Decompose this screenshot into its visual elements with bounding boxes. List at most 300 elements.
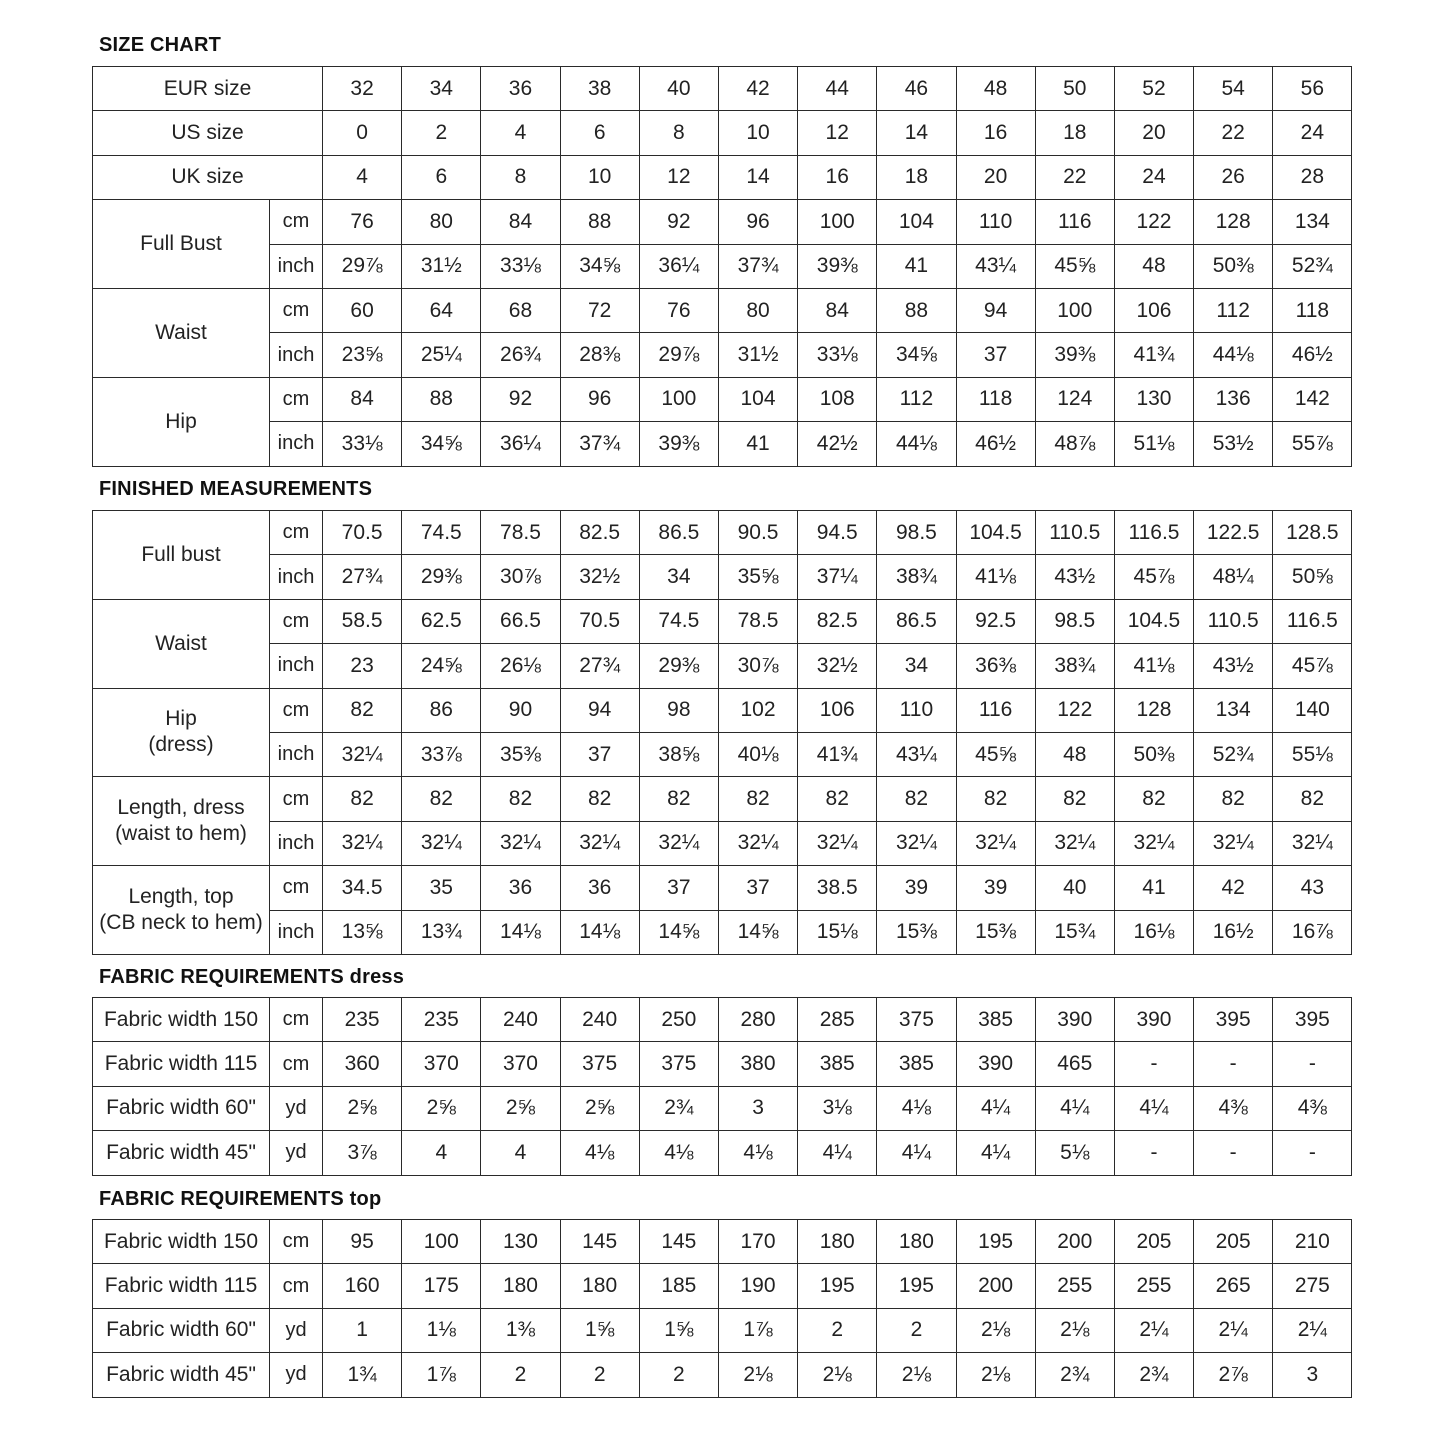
value-cell: 16 [956,111,1035,155]
value-cell: 44⅛ [1194,333,1273,377]
unit-cell: cm [270,998,323,1042]
value-cell: 48 [956,67,1035,111]
value-cell: 200 [956,1264,1035,1308]
value-cell: 42 [718,67,797,111]
value-cell: 37 [956,333,1035,377]
value-cell: 29⅞ [323,244,402,288]
unit-cell: cm [270,777,323,821]
row-label: Fabric width 60" [93,1086,270,1130]
value-cell: 145 [560,1220,639,1264]
value-cell: 41¾ [798,732,877,776]
value-cell: 92 [639,200,718,244]
value-cell: 4⅛ [560,1131,639,1175]
value-cell: 112 [1194,288,1273,332]
value-cell: 2⅛ [956,1353,1035,1397]
value-cell: 1⅜ [481,1308,560,1352]
value-cell: - [1273,1131,1352,1175]
value-cell: 94.5 [798,511,877,555]
value-cell: 38.5 [798,866,877,910]
value-cell: 240 [481,998,560,1042]
value-cell: 43½ [1035,555,1114,599]
value-cell: 15¾ [1035,910,1114,954]
row-label-line: (CB neck to hem) [99,911,263,935]
value-cell: 360 [323,1042,402,1086]
fabric-dress-title: FABRIC REQUIREMENTS dress [99,966,405,988]
value-cell: 205 [1114,1220,1193,1264]
value-cell: 45⅞ [1273,644,1352,688]
row-label [93,777,270,866]
unit-cell: cm [270,1220,323,1264]
value-cell: 24⅝ [402,644,481,688]
value-cell: 33⅛ [323,422,402,466]
value-cell: 2 [560,1353,639,1397]
value-cell: 39⅜ [798,244,877,288]
value-cell: 52 [1114,67,1193,111]
row-label-line: Length, top [128,885,234,909]
value-cell: 39 [877,866,956,910]
value-cell: 385 [877,1042,956,1086]
value-cell: 68 [481,288,560,332]
value-cell: 140 [1273,688,1352,732]
fabric-row [93,1131,1352,1175]
measurement-row [93,511,1352,555]
value-cell: 32½ [560,555,639,599]
value-cell: 32¼ [718,821,797,865]
value-cell: 6 [560,111,639,155]
unit-cell: cm [270,377,323,421]
value-cell: 23⅝ [323,333,402,377]
value-cell: 134 [1194,688,1273,732]
fabric-row [93,1308,1352,1352]
value-cell: 395 [1194,998,1273,1042]
value-cell: 37¼ [798,555,877,599]
value-cell: 82 [560,777,639,821]
value-cell: 390 [1035,998,1114,1042]
value-cell: 180 [877,1220,956,1264]
unit-cell: cm [270,511,323,555]
value-cell: 4⅜ [1194,1086,1273,1130]
value-cell: 34 [639,555,718,599]
value-cell: 34⅝ [402,422,481,466]
value-cell: 240 [560,998,639,1042]
value-cell: 36⅜ [956,644,1035,688]
fabric-top-title: FABRIC REQUIREMENTS top [99,1188,382,1210]
value-cell: 1⅛ [402,1308,481,1352]
value-cell: 2¼ [1273,1308,1352,1352]
size-row [93,155,1352,199]
value-cell: 20 [1114,111,1193,155]
value-cell: 37 [560,732,639,776]
row-label-line: Hip [165,707,197,731]
value-cell: 92 [481,377,560,421]
value-cell: 385 [956,998,1035,1042]
row-label-line: Waist [155,631,207,655]
value-cell: 41⅛ [1114,644,1193,688]
value-cell: 24 [1114,155,1193,199]
measurement-row [93,333,1352,377]
value-cell: 84 [481,200,560,244]
value-cell: 66.5 [481,599,560,643]
value-cell: 116 [956,688,1035,732]
row-label-line: (waist to hem) [115,822,247,846]
value-cell: 44 [798,67,877,111]
value-cell: 134 [1273,200,1352,244]
value-cell: 10 [718,111,797,155]
value-cell: 32¼ [1114,821,1193,865]
value-cell: 112 [877,377,956,421]
value-cell: 6 [402,155,481,199]
value-cell: 44⅛ [877,422,956,466]
value-cell: 100 [798,200,877,244]
value-cell: 22 [1194,111,1273,155]
measurement-row [93,377,1352,421]
value-cell: 3⅞ [323,1131,402,1175]
value-cell: 142 [1273,377,1352,421]
value-cell: 48 [1114,244,1193,288]
value-cell: 32¼ [877,821,956,865]
value-cell: 22 [1035,155,1114,199]
value-cell: 170 [718,1220,797,1264]
measurement-row [93,910,1352,954]
value-cell: 48⅞ [1035,422,1114,466]
value-cell: 39⅜ [1035,333,1114,377]
value-cell: 34 [877,644,956,688]
value-cell: 45⅝ [956,732,1035,776]
value-cell: 122 [1114,200,1193,244]
value-cell: 4¼ [956,1131,1035,1175]
row-label-line: Waist [155,320,207,344]
value-cell: 4¼ [1035,1086,1114,1130]
value-cell: 235 [323,998,402,1042]
value-cell: 33⅞ [402,732,481,776]
value-cell: 52¾ [1273,244,1352,288]
unit-cell: inch [270,821,323,865]
value-cell: 13¾ [402,910,481,954]
size-row [93,111,1352,155]
value-cell: 265 [1194,1264,1273,1308]
value-cell: 88 [560,200,639,244]
value-cell: 15⅜ [877,910,956,954]
value-cell: 40 [639,67,718,111]
value-cell: 94 [560,688,639,732]
unit-cell: cm [270,1042,323,1086]
value-cell: 210 [1273,1220,1352,1264]
value-cell: 2⅛ [718,1353,797,1397]
value-cell: 32¼ [639,821,718,865]
value-cell: 14⅛ [560,910,639,954]
value-cell: 370 [481,1042,560,1086]
unit-cell: cm [270,688,323,732]
measurement-row [93,866,1352,910]
value-cell: 16 [798,155,877,199]
value-cell: 130 [1114,377,1193,421]
value-cell: 52¾ [1194,732,1273,776]
value-cell: 50 [1035,67,1114,111]
value-cell: 2¼ [1114,1308,1193,1352]
value-cell: 88 [877,288,956,332]
value-cell: 20 [956,155,1035,199]
value-cell: 2¾ [1114,1353,1193,1397]
value-cell: 12 [798,111,877,155]
value-cell: 27¾ [323,555,402,599]
value-cell: 35⅜ [481,732,560,776]
value-cell: 2⅝ [560,1086,639,1130]
value-cell: 1⅞ [402,1353,481,1397]
value-cell: 41 [718,422,797,466]
measurement-row [93,644,1352,688]
value-cell: 82 [1114,777,1193,821]
value-cell: 38⅝ [639,732,718,776]
unit-cell: inch [270,244,323,288]
value-cell: 2⅝ [481,1086,560,1130]
value-cell: 2¼ [1194,1308,1273,1352]
value-cell: - [1114,1042,1193,1086]
value-cell: 14 [718,155,797,199]
value-cell: 195 [798,1264,877,1308]
value-cell: 55⅞ [1273,422,1352,466]
value-cell: 4¼ [956,1086,1035,1130]
value-cell: 2¾ [1035,1353,1114,1397]
value-cell: 46 [877,67,956,111]
value-cell: 136 [1194,377,1273,421]
value-cell: 58.5 [323,599,402,643]
value-cell: 33⅛ [798,333,877,377]
value-cell: 130 [481,1220,560,1264]
value-cell: 32¼ [798,821,877,865]
value-cell: 78.5 [481,511,560,555]
value-cell: 0 [323,111,402,155]
value-cell: 36¼ [639,244,718,288]
value-cell: 4 [481,1131,560,1175]
value-cell: 37 [639,866,718,910]
value-cell: 42½ [798,422,877,466]
value-cell: 74.5 [639,599,718,643]
value-cell: 104 [718,377,797,421]
value-cell: 51⅛ [1114,422,1193,466]
value-cell: 80 [402,200,481,244]
value-cell: 4¼ [798,1131,877,1175]
value-cell: 2 [481,1353,560,1397]
value-cell: 13⅝ [323,910,402,954]
value-cell: 2⅞ [1194,1353,1273,1397]
value-cell: 82 [402,777,481,821]
value-cell: 104.5 [956,511,1035,555]
value-cell: 1⅞ [718,1308,797,1352]
value-cell: 98.5 [1035,599,1114,643]
value-cell: 70.5 [560,599,639,643]
value-cell: 14⅝ [639,910,718,954]
value-cell: 1 [323,1308,402,1352]
measurement-row [93,288,1352,332]
measurement-row [93,244,1352,288]
unit-cell: cm [270,599,323,643]
value-cell: 375 [639,1042,718,1086]
value-cell: 280 [718,998,797,1042]
value-cell: 82 [639,777,718,821]
value-cell: 41 [1114,866,1193,910]
value-cell: 118 [1273,288,1352,332]
value-cell: 128 [1194,200,1273,244]
value-cell: 28⅜ [560,333,639,377]
value-cell: 46½ [1273,333,1352,377]
value-cell: 82 [1035,777,1114,821]
value-cell: 31½ [402,244,481,288]
value-cell: 76 [323,200,402,244]
row-label [93,599,270,688]
value-cell: 4 [481,111,560,155]
value-cell: 90 [481,688,560,732]
measurement-row [93,777,1352,821]
value-cell: 128.5 [1273,511,1352,555]
value-cell: - [1114,1131,1193,1175]
value-cell: 43¼ [877,732,956,776]
value-cell: 55⅛ [1273,732,1352,776]
value-cell: 74.5 [402,511,481,555]
value-cell: 465 [1035,1042,1114,1086]
value-cell: 3 [718,1086,797,1130]
unit-cell: yd [270,1131,323,1175]
value-cell: 195 [877,1264,956,1308]
unit-cell: cm [270,866,323,910]
value-cell: 390 [1114,998,1193,1042]
value-cell: 18 [1035,111,1114,155]
value-cell: 32¼ [560,821,639,865]
row-label-line: Full Bust [140,232,222,256]
value-cell: 40 [1035,866,1114,910]
value-cell: 32¼ [323,732,402,776]
value-cell: 235 [402,998,481,1042]
value-cell: 145 [639,1220,718,1264]
value-cell: 4¼ [1114,1086,1193,1130]
value-cell: 110.5 [1035,511,1114,555]
value-cell: 43¼ [956,244,1035,288]
value-cell: 14⅝ [718,910,797,954]
value-cell: 41¾ [1114,333,1193,377]
value-cell: 32¼ [1035,821,1114,865]
unit-cell: cm [270,288,323,332]
value-cell: 15⅛ [798,910,877,954]
value-cell: 23 [323,644,402,688]
value-cell: 30⅞ [718,644,797,688]
value-cell: 82 [798,777,877,821]
value-cell: 100 [639,377,718,421]
value-cell: 96 [560,377,639,421]
value-cell: 26¾ [481,333,560,377]
unit-cell: yd [270,1353,323,1397]
value-cell: 82 [1273,777,1352,821]
value-cell: 88 [402,377,481,421]
value-cell: 32¼ [1273,821,1352,865]
value-cell: 2 [877,1308,956,1352]
value-cell: 98.5 [877,511,956,555]
value-cell: 56 [1273,67,1352,111]
row-label: EUR size [93,67,323,111]
fabric-row [93,1220,1352,1264]
value-cell: 38¾ [1035,644,1114,688]
row-label: UK size [93,155,323,199]
unit-cell: inch [270,644,323,688]
value-cell: 38 [560,67,639,111]
value-cell: 50⅜ [1194,244,1273,288]
value-cell: 43½ [1194,644,1273,688]
value-cell: 39 [956,866,1035,910]
value-cell: 10 [560,155,639,199]
value-cell: 72 [560,288,639,332]
value-cell: 86.5 [639,511,718,555]
unit-cell: inch [270,333,323,377]
row-label-line: Full bust [141,542,221,566]
value-cell: 86.5 [877,599,956,643]
value-cell: 185 [639,1264,718,1308]
value-cell: 31½ [718,333,797,377]
value-cell: 116 [1035,200,1114,244]
value-cell: 3⅛ [798,1086,877,1130]
row-label: Fabric width 150 [93,998,270,1042]
value-cell: 160 [323,1264,402,1308]
value-cell: 122 [1035,688,1114,732]
value-cell: 80 [718,288,797,332]
value-cell: 35⅝ [718,555,797,599]
value-cell: 100 [402,1220,481,1264]
value-cell: 375 [877,998,956,1042]
value-cell: 108 [798,377,877,421]
value-cell: 195 [956,1220,1035,1264]
value-cell: 70.5 [323,511,402,555]
value-cell: 96 [718,200,797,244]
value-cell: 26⅛ [481,644,560,688]
value-cell: 36 [481,67,560,111]
value-cell: 34⅝ [560,244,639,288]
value-cell: 18 [877,155,956,199]
value-cell: 2⅝ [402,1086,481,1130]
value-cell: 34 [402,67,481,111]
value-cell: 32¼ [323,821,402,865]
value-cell: 92.5 [956,599,1035,643]
value-cell: 104.5 [1114,599,1193,643]
value-cell: 8 [481,155,560,199]
value-cell: 118 [956,377,1035,421]
finished-measurements-table [92,510,1352,955]
row-label: Fabric width 150 [93,1220,270,1264]
row-label: Fabric width 115 [93,1042,270,1086]
row-label [93,200,270,289]
value-cell: 390 [956,1042,1035,1086]
row-label [93,511,270,600]
measurement-row [93,688,1352,732]
value-cell: 275 [1273,1264,1352,1308]
value-cell: 110 [877,688,956,732]
value-cell: 60 [323,288,402,332]
value-cell: 4 [402,1131,481,1175]
value-cell: 180 [560,1264,639,1308]
value-cell: 2⅛ [956,1308,1035,1352]
row-label: Fabric width 115 [93,1264,270,1308]
value-cell: 250 [639,998,718,1042]
unit-cell: inch [270,422,323,466]
value-cell: 106 [1114,288,1193,332]
value-cell: 50⅝ [1273,555,1352,599]
value-cell: 16½ [1194,910,1273,954]
value-cell: 4⅜ [1273,1086,1352,1130]
value-cell: 2 [639,1353,718,1397]
value-cell: 124 [1035,377,1114,421]
measurement-row [93,422,1352,466]
value-cell: 64 [402,288,481,332]
value-cell: 29⅜ [402,555,481,599]
value-cell: 116.5 [1114,511,1193,555]
value-cell: 28 [1273,155,1352,199]
row-label: US size [93,111,323,155]
